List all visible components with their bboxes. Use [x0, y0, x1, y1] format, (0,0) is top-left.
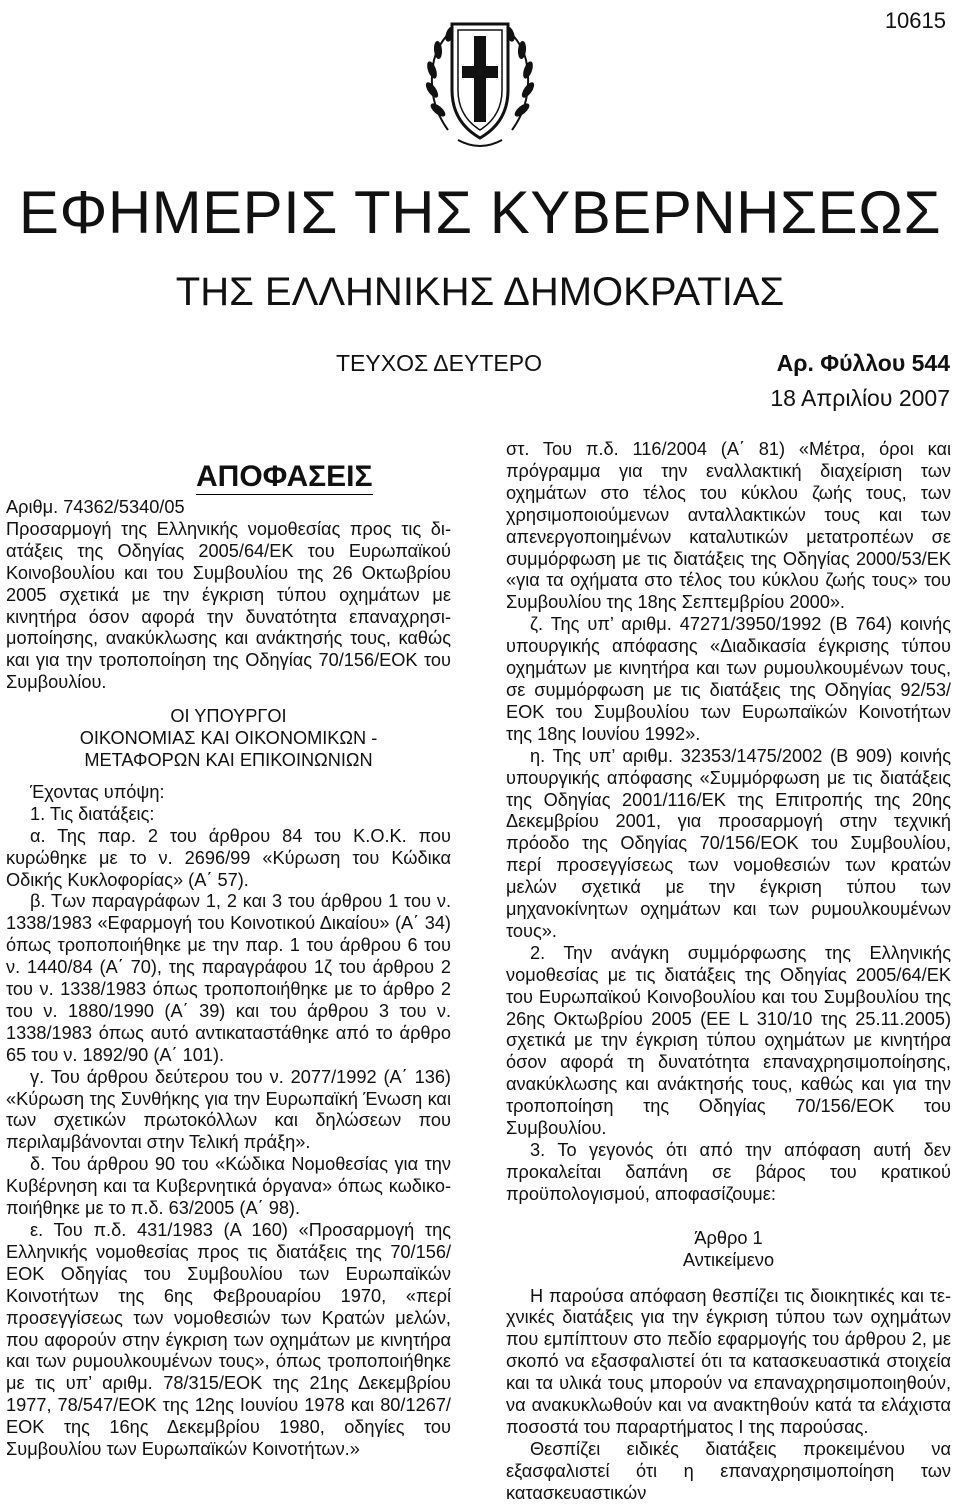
gazette-title: ΕΦΗΜΕΡΙΣ ΤΗΣ ΚΥΒΕΡΝΗΣΕΩΣ	[18, 179, 942, 246]
issue-row	[0, 350, 960, 380]
provisions-label: 1. Τις διατάξεις:	[30, 803, 155, 824]
right-column	[506, 439, 951, 1505]
having-regard: Έχοντας υπόψη:	[30, 781, 165, 802]
page-number: 10615	[884, 8, 946, 33]
paragraph-b: β. Των παραγράφων 1, 2 και 3 του άρθρου 1 του ν. 1338/1983 «Εφαρμογή του Κοινοτικού Δικαίου» (Α΄ 34) όπως τροποποιήθηκε με την παρ. 1 του άρθρου 6 του ν. 1440/84 (Α΄ 70), της παραγράφου 1ζ του άρθρου 2 του ν. 1338/1983 όπως τροποποιήθηκε με το άρθρο 2 του ν. 1880/1990 (Α΄ 39) και του άρθρου 3 του ν. 1338/1983 όπως αυτό αντικαταστάθηκε από το άρθρο 65 του ν. 1892/90 (Α΄ 101).	[6, 891, 451, 1065]
article-1-heading: Άρθρο 1 Αντικείμενο	[682, 1227, 775, 1270]
issue-label: ΤΕΥΧΟΣ ΔΕΥΤΕΡΟ	[336, 350, 542, 376]
point-3: 3. Το γεγονός ότι από την απόφαση αυτή δεν προκαλείται δαπάνη σε βάρος του κρατικού προϋπολογισμού, αποφασίζουμε:	[506, 1140, 951, 1204]
gazette-subtitle: ΤΗΣ ΕΛΛΗΝΙΚΗΣ ΔΗΜΟΚΡΑΤΙΑΣ	[175, 270, 785, 314]
decision-subject: Προσαρμογή της Ελληνικής νομοθεσίας προς τις διατάξεις της Οδηγίας 2005/64/ΕΚ του Ευρωπαϊκού Κοινοβουλίου και του Συμβουλίου της 26 Οκτωβρίου 2005 σχετικά με την έγκριση τύπου οχημάτων με κινητήρα όσον αφορά την δυνατότητα επαναχρησιμοποίησης, ανακύκλωσης και ανάκτησής τους, καθώς και για την τροποποίηση της Οδηγίας 70/156/ΕΟΚ του Συμβουλίου.	[6, 518, 451, 693]
sheet-number: Αρ. Φύλλου 544	[776, 350, 950, 376]
paragraph-a: α. Της παρ. 2 του άρθρου 84 του Κ.Ο.Κ. που κυρώθηκε με το ν. 2696/99 «Κύρωση του Κώδικα Οδικής Κυκλοφορίας» (Α΄ 57).	[6, 825, 451, 890]
paragraph-c: γ. Του άρθρου δεύτερου του ν. 2077/1992 (Α΄ 136) «Κύρωση της Συνθήκης για την Ευρωπαϊκή Ένωση και των σχετικών πρωτοκόλλων και δηλώσεων που περιλαμβάνονται στην Τελική πράξη».	[6, 1066, 451, 1153]
ministers-heading: ΟΙ ΥΠΟΥΡΓΟΙ ΟΙΚΟΝΟΜΙΑΣ ΚΑΙ ΟΙΚΟΝΟΜΙΚΩΝ - ΜΕΤΑΦΟΡΩΝ ΚΑΙ ΕΠΙΚΟΙΝΩΝΙΩΝ	[79, 706, 378, 770]
paragraph-d: δ. Του άρθρου 90 του «Κώδικα Νομοθεσίας για την Κυβέρνηση και τα Κυβερνητικά όργανα» όπως κωδικοποιήθηκε με το π.δ. 63/2005 (Α΄ 98).	[6, 1154, 451, 1219]
paragraph-st: στ. Του π.δ. 116/2004 (Α΄ 81) «Μέτρα, όροι και πρόγραμμα για την εναλλακτική διαχείριση των οχημάτων στο τέλος του κύκλου ζωής τους, των χρησιμοποιούμενων ανταλλακτικών τους και των απενεργοποιημένων καταλυτικών μετατροπέων σε συμμόρφωση με τις διατάξεις της Οδηγίας 2000/53/ΕΚ «για τα οχήματα στο τέλος του κύκλου ζωής τους» του Συμβουλίου της 18ης Σεπτεμβρίου 2000».	[506, 439, 951, 613]
paragraph-e: ε. Του π.δ. 431/1983 (Α 160) «Προσαρμογή της Ελληνικής νομοθεσίας προς τις διατάξεις της 70/156/ΕΟΚ Οδηγίας του Συμβουλίου των Ευρωπαϊκών Κοινοτήτων της 6ης Φεβρουαρίου 1970, «περί προσεγγίσεως των νομοθεσιών των Κρατών μελών, που αφορούν στην έγκριση των οχημάτων με κινητήρα και των ρυμουλκουμένων τους», όπως τροποποιήθηκε με τις υπ’ αριθμ. 78/315/ΕΟΚ της 21ης Δεκεμβρίου 1977, 78/547/ΕΟΚ της 12ης Ιουνίου 1978 και 80/1267/ΕΟΚ της 16ης Δεκεμβρίου 1980, οδηγίες του Συμβουλίου των Ευρωπαϊκών Κοινοτήτων.»	[6, 1220, 451, 1460]
greek-coat-of-arms-icon	[418, 10, 542, 156]
decision-number: Αριθμ. 74362/5340/05	[6, 497, 185, 517]
left-column	[6, 497, 451, 1461]
article-1-text: Η παρούσα απόφαση θεσπίζει τις διοικητικές και τεχνικές διατάξεις για την έγκριση τύπου των οχημάτων που εμπίπτουν στο πεδίο εφαρμογής του άρθρου 2, με σκοπό να εξασφαλιστεί ότι τα κατασκευαστικά στοιχεία και τα υλικά τους μπορούν να επαναχρησιμοποιηθούν, να ανακυκλωθούν και να ανακτηθούν κατά τα ελάχιστα ποσοστά του παραρτήματος Ι της παρούσας.	[506, 1285, 951, 1437]
issue-date: 18 Απριλίου 2007	[770, 385, 950, 411]
point-2: 2. Την ανάγκη συμμόρφωσης της Ελληνικής νομοθεσίας με τις διατάξεις της Οδηγίας 2005/64/ΕΚ του Ευρωπαϊκού Κοινοβουλίου και του Συμβουλίου της 26ης Οκτωβρίου 2005 (ΕΕ L 310/10 της 25.11.2005) σχετικά με την έγκριση τύπου οχημάτων με κινητήρα όσον αφορά τη δυνατότητα επαναχρησιμοποίησης, ανακύκλωσης και ανάκτησής τους, καθώς και για την τροποποίηση της Οδηγίας 70/156/ΕΟΚ του Συμβουλίου.	[506, 942, 951, 1139]
article-1-text-2: Θεσπίζει ειδικές διατάξεις προκειμένου να εξασφαλιστεί ότι η επαναχρησιμοποίηση των κατασκευαστικών	[506, 1438, 951, 1503]
section-title: ΑΠΟΦΑΣΕΙΣ	[196, 460, 373, 493]
paragraph-i: η. Της υπ’ αριθμ. 32353/1475/2002 (Β 909) κοινής υπουργικής απόφασης «Συμμόρφωση με τις διατάξεις της Οδηγίας 2001/116/ΕΚ της Επιτροπής της 20ης Δεκεμβρίου 2001, για προσαρμογή στην τεχνική πρόοδο της Οδηγίας 70/156/ΕΟΚ του Συμβουλίου, περί προσεγγίσεως των νομοθεσιών των κρατών μελών σχετικά με την έγκριση τύπου των μηχανοκίνητων οχημάτων και των ρυμουλκουμένων τους».	[506, 745, 951, 941]
paragraph-z: ζ. Της υπ’ αριθμ. 47271/3950/1992 (Β 764) κοινής υπουργικής απόφασης «Διαδικασία έγκρισης τύπου οχημάτων με κινητήρα και των ρυμουλκουμένων τους, σε συμμόρφωση με τις διατάξεις της Οδηγίας 92/53/ΕΟΚ του Συμβουλίου των Ευρωπαϊκών Κοινοτήτων της 18ης Ιουνίου 1992».	[506, 614, 951, 744]
